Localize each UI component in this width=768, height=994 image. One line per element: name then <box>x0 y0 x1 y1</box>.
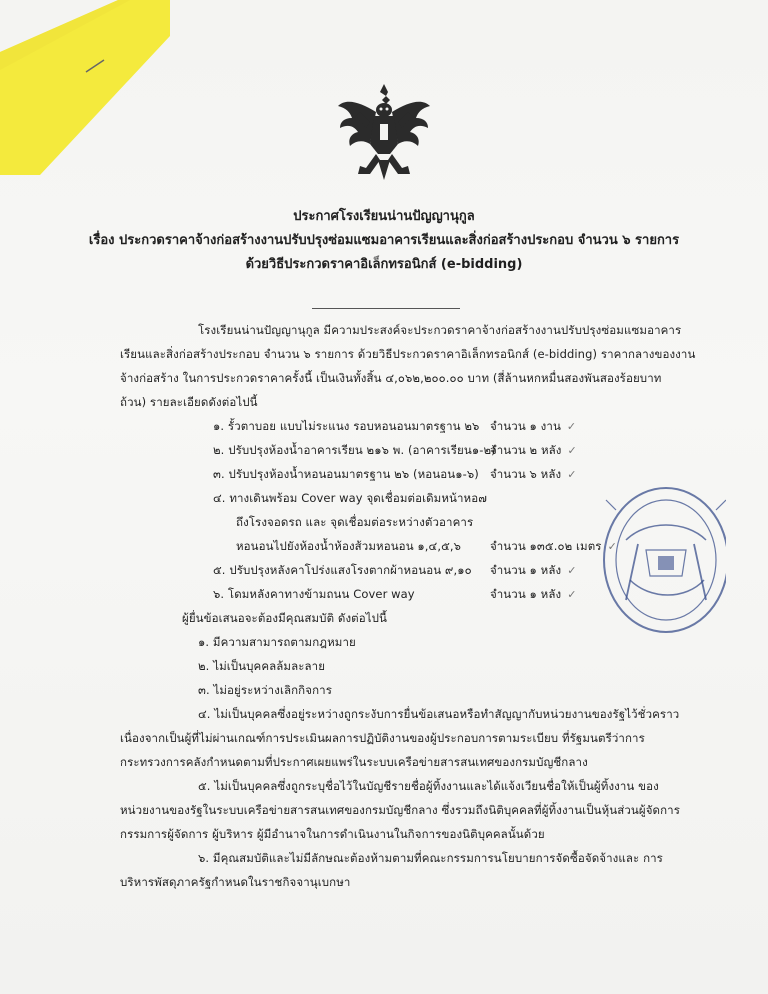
announcement-method: ด้วยวิธีประกวดราคาอิเล็กทรอนิกส์ (e-bidding) <box>245 257 523 272</box>
item-3-qty: จำนวน ๖ หลัง ✓ <box>490 467 577 481</box>
item-2-text: ๒. ปรับปรุงห้องน้ำอาคารเรียน ๒๑๖ พ. (อาคารเรียน๑-๒) <box>213 443 496 457</box>
qualification-5-line-1: ๕. ไม่เป็นบุคคลซึ่งถูกระบุชื่อไว้ในบัญชีรายชื่อผู้ทิ้งงานและได้แจ้งเวียนชื่อให้เป็นผู้ทิ้งงาน ของ <box>198 779 659 793</box>
qualification-6-line-1: ๖. มีคุณสมบัติและไม่มีลักษณะต้องห้ามตามที่คณะกรรมการนโยบายการจัดซื้อจัดจ้างและ การ <box>198 851 663 865</box>
item-1-text: ๑. รั้วตาบอย แบบไม่ระแนง รอบหอนอนมาตรฐาน ๒๖ <box>213 419 480 433</box>
item-6-text: ๖. โดมหลังคาทางข้ามถนน Cover way <box>213 587 415 601</box>
qualification-2: ๒. ไม่เป็นบุคคลล้มละลาย <box>198 659 326 673</box>
qualification-4-line-3: กระทรวงการคลังกำหนดตามที่ประกาศเผยแพร่ในระบบเครือข่ายสารสนเทศของกรมบัญชีกลาง <box>120 755 588 769</box>
qualification-4-line-2: เนื่องจากเป็นผู้ที่ไม่ผ่านเกณฑ์การประเมินผลการปฏิบัติงานของผู้ประกอบการตามระเบียบ ที่รัฐมนตรีว่าการ <box>120 731 645 745</box>
item-4-text-cont: ถึงโรงจอดรถ และ จุดเชื่อมต่อระหว่างตัวอาคาร <box>236 515 474 529</box>
qualification-5-line-2: หน่วยงานของรัฐในระบบเครือข่ายสารสนเทศของกรมบัญชีกลาง ซึ่งรวมถึงนิติบุคคลที่ผู้ทิ้งงานเป็นหุ้นส่วนผู้จัดการ <box>120 803 680 817</box>
intro-line-1: โรงเรียนน่านปัญญานุกูล มีความประสงค์จะประกวดราคาจ้างก่อสร้างงานปรับปรุงซ่อมแซมอาคาร <box>198 323 682 337</box>
item-5-text: ๕. ปรับปรุงหลังคาโปร่งแสงโรงตากผ้าหอนอน ๙,๑๐ <box>213 563 472 577</box>
qualification-6-line-2: บริหารพัสดุภาครัฐกำหนดในราชกิจจานุเบกษา <box>120 875 351 889</box>
announcement-subject: เรื่อง ประกวดราคาจ้างก่อสร้างงานปรับปรุงซ่อมแซมอาคารเรียนและสิ่งก่อสร้างประกอบ จำนวน ๖ รายการ <box>88 233 680 248</box>
item-1-qty: จำนวน ๑ งาน ✓ <box>490 419 577 433</box>
qualification-1: ๑. มีความสามารถตามกฎหมาย <box>198 635 356 649</box>
intro-line-3: จ้างก่อสร้าง ในการประกวดราคาครั้งนี้ เป็นเงินทั้งสิ้น ๔,๐๖๒,๒๐๐.๐๐ บาท (สี่ล้านหกหมื่นสองพันสองร้อยบาท <box>120 371 662 385</box>
qualification-5-line-3: กรรมการผู้จัดการ ผู้บริหาร ผู้มีอำนาจในการดำเนินงานในกิจการของนิติบุคคลนั้นด้วย <box>120 827 545 841</box>
item-4-text: ๔. ทางเดินพร้อม Cover way จุดเชื่อมต่อเดิมหน้าหอ๗ <box>213 491 487 505</box>
item-5-qty: จำนวน ๑ หลัง ✓ <box>490 563 577 577</box>
item-4-text-cont2: หอนอนไปยังห้องน้ำห้องส้วมหอนอน ๑,๔,๕,๖ <box>236 539 462 553</box>
sticky-note <box>0 0 170 175</box>
item-6-qty: จำนวน ๑ หลัง ✓ <box>490 587 577 601</box>
item-4-qty: จำนวน ๑๓๕.๐๒ เมตร ✓ <box>490 539 617 553</box>
item-2-qty: จำนวน ๒ หลัง ✓ <box>490 443 577 457</box>
intro-line-2: เรียนและสิ่งก่อสร้างประกอบ จำนวน ๖ รายการ ด้วยวิธีประกวดราคาอิเล็กทรอนิกส์ (e-bidding) ราคากลางของงาน <box>120 347 696 361</box>
intro-line-4: ถ้วน) รายละเอียดดังต่อไปนี้ <box>120 395 258 409</box>
item-3-text: ๓. ปรับปรุงห้องน้ำหอนอนมาตรฐาน ๒๖ (หอนอน๑-๖) <box>213 467 479 481</box>
garuda-emblem <box>336 82 432 182</box>
title-divider <box>312 308 460 309</box>
announcement-title: ประกาศโรงเรียนน่านปัญญานุกูล <box>293 209 475 224</box>
qualifications-heading: ผู้ยื่นข้อเสนอจะต้องมีคุณสมบัติ ดังต่อไปนี้ <box>182 611 387 625</box>
qualification-3: ๓. ไม่อยู่ระหว่างเลิกกิจการ <box>198 683 332 697</box>
qualification-4-line-1: ๔. ไม่เป็นบุคคลซึ่งอยู่ระหว่างถูกระงับการยื่นข้อเสนอหรือทำสัญญากับหน่วยงานของรัฐไว้ชั่วคราว <box>198 707 680 721</box>
official-stamp <box>586 480 726 640</box>
